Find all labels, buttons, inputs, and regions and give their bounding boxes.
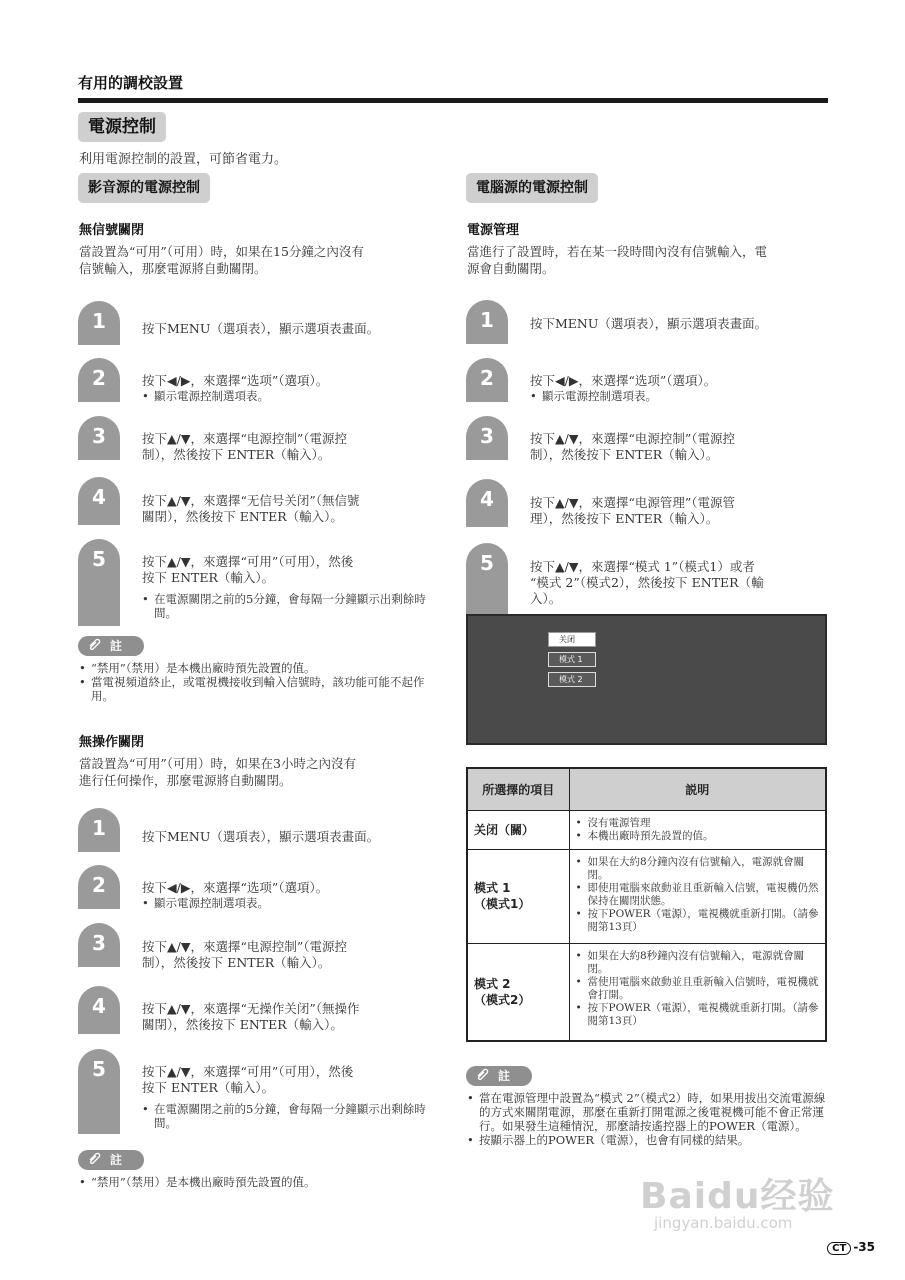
page-number: CT -35 (827, 1240, 875, 1255)
table-header-item: 所選擇的項目 (467, 768, 569, 810)
step-number: 2 (78, 358, 120, 402)
step-text: 按下◀/▶，來選擇“选项”（選項）。 • 顯示電源控制選項表。 (142, 880, 440, 910)
table-row (467, 849, 826, 943)
step-text: 按下▲/▼，來選擇“可用”（可用），然後 按下 ENTER（輸入）。 • 在電源關閉之前的5分鐘，會每隔一分鐘顯示出剩餘時間。 (142, 554, 440, 620)
watermark-brand: Baidu经验 (640, 1176, 835, 1217)
menu-option-mode2: 模式 2 (548, 672, 596, 687)
step-number: 5 (78, 1049, 120, 1134)
step-text: 按下▲/▼，來選擇“模式 1”（模式1）或者 “模式 2”（模式2），然後按下 ENTER（輸 入）。 (530, 559, 764, 606)
step-number: 3 (78, 416, 120, 460)
table-cell-item: 模式 2 （模式2） (467, 943, 569, 1041)
step-number: 1 (78, 808, 120, 852)
power-management-desc: 當進行了設置時，若在某一段時間內沒有信號輸入，電 源會自動關閉。 (467, 244, 768, 276)
step-text: 按下MENU（選項表），顯示選項表畫面。 (142, 829, 380, 844)
tv-screen-menu (466, 614, 827, 745)
step-number: 3 (466, 416, 508, 460)
no-signal-desc: 當設置為“可用”（可用）時，如果在15分鐘之內沒有 信號輸入，那麼電源將自動關閉。 (79, 244, 364, 276)
step-number: 1 (466, 300, 508, 344)
table-cell-desc: • 如果在大約8秒鐘內沒有信號輸入，電源就會關閉。 • 當使用電腦來啟動並且重新輸入信號時，電視機就會打開。 • 按下POWER（電源），電視機就重新打開。（請參閱第13頁） (569, 943, 826, 1041)
paperclip-icon (88, 1150, 102, 1170)
step-text: 按下◀/▶，來選擇“选项”（選項）。 • 顯示電源控制選項表。 (530, 373, 828, 403)
step-text: 按下▲/▼，來選擇“电源控制”（電源控 制），然後按下 ENTER（輸入）。 (142, 939, 347, 970)
table-cell-desc: • 如果在大約8分鐘內沒有信號輸入，電源就會關閉。 • 即使用電腦來啟動並且重新輸入信號，電視機仍然保持在關閉狀態。 • 按下POWER（電源），電視機就重新打開。（請參閱第13頁） (569, 849, 826, 943)
note-tag: 註 (78, 636, 144, 656)
page-header-title: 有用的調校設置 (78, 74, 184, 92)
options-table (466, 767, 827, 1042)
step-text: 按下MENU（選項表），顯示選項表畫面。 (142, 321, 380, 336)
note-list: • “禁用”（禁用）是本機出廠時預先設置的值。 • 當電視頻道終止，或電視機接收到輸入信號時，該功能可能不起作用。 (79, 661, 441, 703)
step-text: 按下▲/▼，來選擇“无信号关闭”（無信號 關閉），然後按下 ENTER（輸入）。 (142, 493, 360, 524)
table-cell-item: 模式 1 （模式1） (467, 849, 569, 943)
header-rule (78, 98, 828, 103)
paperclip-icon (476, 1066, 490, 1086)
step-text: 按下▲/▼，來選擇“电源控制”（電源控 制），然後按下 ENTER（輸入）。 (142, 431, 347, 462)
right-section-title: 電腦源的電源控制 (466, 173, 598, 203)
paperclip-icon (88, 636, 102, 656)
note-list: • 當在電源管理中設置為“模式 2”（模式2）時，如果用拔出交流電源線的方式來關閉電源，那麼在重新打開電源之後電視機可能不會正常運行。如果發生這種情況，那麼請按遙控器上的POWER（電源）。 • 按顯示器上的POWER（電源），也會有同樣的結果。 (467, 1091, 829, 1147)
no-signal-heading: 無信號關閉 (79, 223, 145, 238)
step-number: 2 (466, 358, 508, 402)
menu-option-mode1: 模式 1 (548, 652, 596, 667)
watermark-url: jingyan.baidu.com (654, 1214, 793, 1232)
menu-option-off: 关闭 (548, 632, 596, 647)
step-number: 5 (78, 539, 120, 626)
table-row (467, 810, 826, 849)
table-cell-desc: • 沒有電源管理 • 本機出廠時預先設置的值。 (569, 810, 826, 849)
region-badge: CT (827, 1242, 851, 1255)
step-text: 按下▲/▼，來選擇“电源控制”（電源控 制），然後按下 ENTER（輸入）。 (530, 431, 735, 462)
note-list: • “禁用”（禁用）是本機出廠時預先設置的值。 (79, 1175, 441, 1189)
step-number: 3 (78, 923, 120, 967)
step-number: 5 (466, 543, 508, 745)
step-number: 4 (78, 477, 120, 525)
power-management-heading: 電源管理 (467, 223, 520, 238)
table-header-desc: 説明 (569, 768, 826, 810)
note-tag: 註 (78, 1150, 144, 1170)
note-tag: 註 (466, 1066, 532, 1086)
left-section-title: 影音源的電源控制 (78, 173, 210, 203)
step-number: 4 (466, 479, 508, 527)
no-operation-desc: 當設置為“可用”（可用）時，如果在3小時之內沒有 進行任何操作，那麼電源將自動關閉。 (79, 756, 356, 788)
step-number: 1 (78, 301, 120, 345)
section-title: 電源控制 (78, 112, 166, 142)
step-text: 按下▲/▼，來選擇“电源管理”（電源管 理），然後按下 ENTER（輸入）。 (530, 495, 735, 526)
table-cell-item: 关闭（關） (467, 810, 569, 849)
section-intro: 利用電源控制的設置，可節省電力。 (79, 152, 288, 167)
step-text: 按下◀/▶，來選擇“选项”（選項）。 • 顯示電源控制選項表。 (142, 373, 440, 403)
step-text: 按下MENU（選項表），顯示選項表畫面。 (530, 316, 768, 331)
step-number: 4 (78, 986, 120, 1034)
step-text: 按下▲/▼，來選擇“可用”（可用），然後 按下 ENTER（輸入）。 • 在電源關閉之前的5分鐘，會每隔一分鐘顯示出剩餘時間。 (142, 1064, 440, 1130)
table-row (467, 943, 826, 1041)
step-number: 2 (78, 865, 120, 909)
step-text: 按下▲/▼，來選擇“无操作关闭”（無操作 關閉），然後按下 ENTER（輸入）。 (142, 1001, 360, 1032)
no-operation-heading: 無操作關閉 (79, 735, 145, 750)
